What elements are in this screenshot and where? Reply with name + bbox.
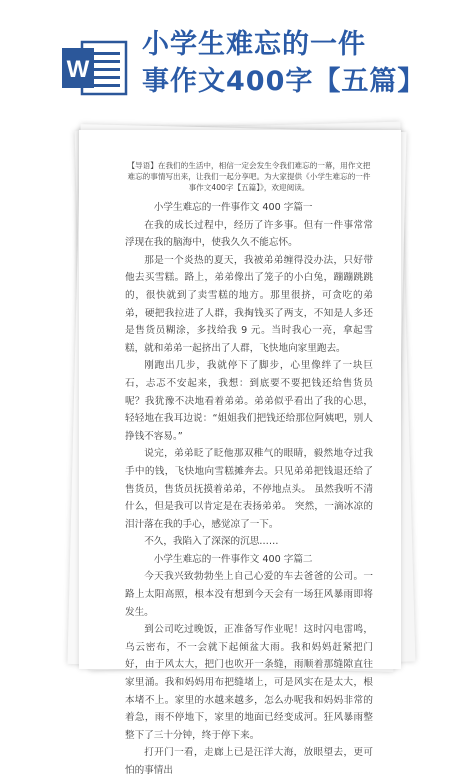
paragraph: 刚跑出几步，我就停下了脚步，心里像绊了一块巨石，忐忑不安起来，我想：到底要不要把钱还给售货员呢？我犹豫不决地看着弟弟。弟弟似乎看出了我的心思，轻轻地在我耳边说：“姐姐我们把钱还给那位阿姨吧，别人挣钱不容易。”	[125, 360, 373, 442]
document-title-line-1: 小学生难忘的一件	[142, 29, 366, 60]
paragraph: 那是一个炎热的夏天，我被弟弟缠得没办法，只好带他去买雪糕。路上，弟弟像出了笼子的小白兔，蹦蹦跳跳的，很快就到了卖雪糕的地方。那里很挤，可贪吃的弟弟，硬把我拉进了人群，我掏钱买了两支，不知是人多还是售货员糊涂，多找给我 9 元。当时我心一亮，拿起雪糕，就和弟弟一起挤出了人群，飞快地向家里跑去。	[125, 254, 373, 354]
paragraph: 说完，弟弟眨了眨他那双稚气的眼睛，毅然地夺过我手中的钱，飞快地向雪糕摊奔去。只见弟弟把钱退还给了售货员，售货员抚摸着弟弟，不停地点头。 虽然我听不清什么，但是我可以肯定是在表扬弟弟。 突然，一滴冰凉的泪汁落在我的手心，感觉凉了一下。	[125, 448, 373, 530]
section-heading: 小学生难忘的一件事作文 400 字篇一	[153, 202, 313, 213]
svg-text:W: W	[66, 56, 90, 83]
document-body	[125, 160, 373, 780]
word-document-icon	[60, 38, 130, 98]
document-intro: 【导语】在我们的生活中，相信一定会发生令我们难忘的一幕，用作文把难忘的事情写出来，让我们一起分享吧。为大家提供《小学生难忘的一件事作文400字【五篇】》，欢迎阅读。	[127, 161, 371, 192]
paragraph: 在我的成长过程中，经历了许多事。但有一件事常常浮现在我的脑海中，使我久久不能忘怀。	[125, 219, 373, 249]
paragraph-list	[125, 199, 373, 780]
paragraph: 打开门一看，走廊上已是汪洋大海，放眼望去，更可怕的事情出	[125, 747, 373, 776]
document-title-line-2: 事作文400字【五篇】	[142, 66, 426, 97]
paragraph: 今天我兴致勃勃坐上自己心爱的车去爸爸的公司。一路上太阳高照，根本没有想到今天会有一场狂风暴雨即将发生。	[125, 571, 373, 618]
paragraph: 到公司吃过晚饭，正准备写作业呢！这时闪电雷鸣，乌云密布，不一会就下起倾盆大雨。我和妈妈赶紧把门好，由于风太大，把门也吹开一条缝，雨顺着那缝隙直往家里涌。我和妈妈用布把缝堵上，可是风实在是太大，根本堵不上。家里的水越来越多，怎么办呢我和妈妈非常的着急，雨不停地下，家里的地面已经变成河。狂风暴雨整整下了三十分钟，终于停下来。	[125, 624, 373, 741]
paragraph: 不久，我陷入了深深的沉思……	[144, 536, 279, 548]
header	[0, 0, 474, 120]
document-page	[79, 130, 401, 776]
section-heading: 小学生难忘的一件事作文 400 字篇二	[153, 553, 313, 565]
